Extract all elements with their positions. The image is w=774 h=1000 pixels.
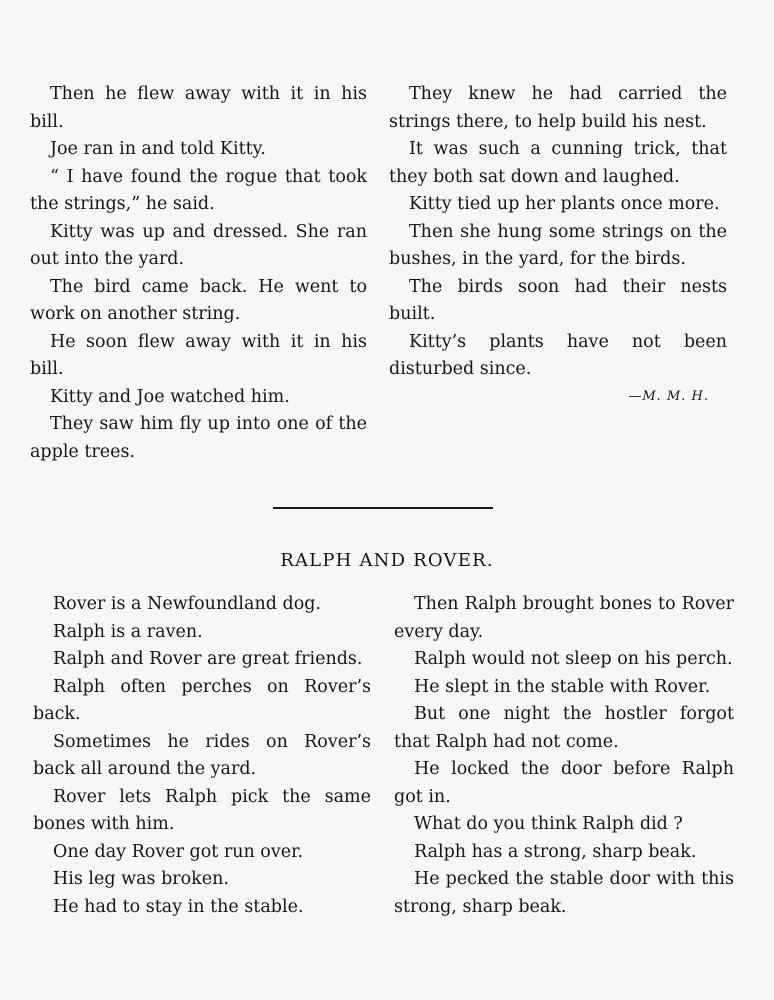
paragraph: Ralph has a strong, sharp beak. bbox=[414, 841, 697, 862]
paragraph: His leg was broken. bbox=[53, 869, 229, 889]
paragraph: Then Ralph brought bones to Rover every day. bbox=[394, 594, 734, 642]
paragraph: What do you think Ralph did ? bbox=[414, 814, 683, 834]
paragraph: He locked the door before Ralph got in. bbox=[394, 759, 734, 807]
paragraph: But one night the hostler forgot that Ralph had not come. bbox=[394, 704, 734, 752]
paragraph: They saw him fly up into one of the apple trees. bbox=[30, 414, 367, 462]
paragraph: Kitty was up and dressed. She ran out into the yard. bbox=[30, 221, 367, 269]
paragraph: He had to stay in the stable. bbox=[53, 896, 304, 917]
paragraph: The birds soon had their nests built. bbox=[389, 276, 727, 324]
paragraph: He pecked the stable door with this strong, sharp beak. bbox=[394, 869, 734, 917]
paragraph: The bird came back. He went to work on another string. bbox=[30, 276, 367, 324]
section-divider bbox=[273, 507, 493, 509]
paragraph: Joe ran in and told Kitty. bbox=[50, 139, 266, 159]
paragraph: Then she hung some strings on the bushes, in the yard, for the birds. bbox=[389, 221, 727, 269]
paragraph: Rover is a Newfoundland dog. bbox=[53, 594, 321, 614]
paragraph: He soon flew away with it in his bill. bbox=[30, 331, 367, 379]
paragraph: Rover lets Ralph pick the same bones with him. bbox=[33, 786, 371, 834]
paragraph: Ralph is a raven. bbox=[53, 621, 203, 642]
paragraph: Then he flew away with it in his bill. bbox=[30, 84, 367, 132]
paragraph: Ralph and Rover are great friends. bbox=[53, 649, 363, 669]
story-title: RALPH AND ROVER. bbox=[280, 550, 494, 571]
paragraph: Kitty and Joe watched him. bbox=[50, 386, 290, 407]
paragraph: He slept in the stable with Rover. bbox=[414, 676, 711, 697]
story1-right-column bbox=[389, 81, 727, 410]
paragraph: They knew he had carried the strings there, to help build his nest. bbox=[389, 84, 727, 132]
paragraph: Ralph would not sleep on his perch. bbox=[414, 649, 733, 669]
story1-left-column bbox=[30, 81, 367, 466]
paragraph: “ I have found the rogue that took the strings,” he said. bbox=[30, 166, 367, 214]
author-signature: —M. M. H. bbox=[628, 388, 709, 404]
paragraph: Kitty’s plants have not been disturbed since. bbox=[389, 331, 727, 379]
paragraph: Sometimes he rides on Rover’s back all around the yard. bbox=[33, 731, 371, 779]
paragraph: Ralph often perches on Rover’s back. bbox=[33, 676, 371, 724]
paragraph: It was such a cunning trick, that they both sat down and laughed. bbox=[389, 139, 727, 187]
story2-right-column bbox=[394, 591, 734, 921]
paragraph: One day Rover got run over. bbox=[53, 841, 304, 862]
story2-left-column bbox=[33, 591, 371, 921]
paragraph: Kitty tied up her plants once more. bbox=[409, 194, 720, 214]
